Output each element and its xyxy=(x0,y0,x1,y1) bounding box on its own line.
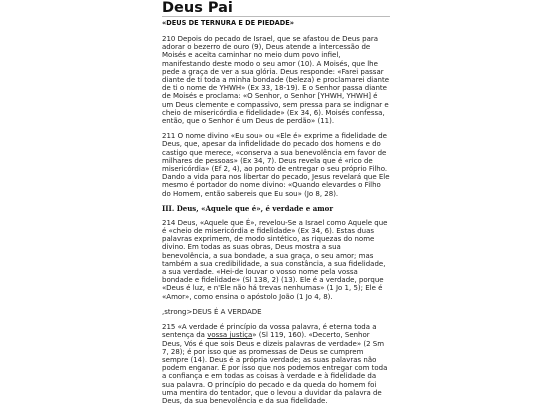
section-heading: III. Deus, «Aquele que é», é verdade e amor xyxy=(162,203,334,213)
page-title: Deus Pai xyxy=(162,0,390,17)
raw-subheading: ,strong>DEUS É A VERDADE xyxy=(162,307,262,316)
underlined-phrase: vossa justiça xyxy=(207,331,253,340)
paragraph-215-text-a: 215 «A verdade é princípio da vossa palavra, é eterna toda a sentença da xyxy=(162,323,377,340)
paragraph-210: 210 Depois do pecado de Israel, que se afastou de Deus para adorar o bezerro de ouro (9), Deus atende a intercessão de Moisés e aceita caminhar no meio dum povo infiel, manifestando deste modo o seu amor (10). A Moisés, que lhe pede a graça de ver a sua glória. Deus responde: «Farei passar diante de ti toda a minha bondade (beleza) e proclamarei diante de ti o nome de YHWH» (Ex 33, 18-19). E o Senhor passa diante de Moisés e proclama: «O Senhor, o Senhor [YHWH, YHWH] é um Deus clemente e compassivo, sem pressa para se indignar e cheio de misericórdia e fidelidade» (Ex 34, 6). Moisés confessa, então, que o Senhor é um Deus de perdão» (11). xyxy=(162,35,389,126)
paragraph-211: 211 O nome divino «Eu sou» ou «Ele é» exprime a fidelidade de Deus, que, apesar da infidelidade do pecado dos homens e do castigo que merece, «conserva a sua benevolência em favor de milhares de pessoas» (Ex 34, 7). Deus revela que é «rico de misericórdia» (Ef 2, 4), ao ponto de entregar o seu próprio Filho. Dando a vida para nos libertar do pecado, Jesus revelará que Ele mesmo é portador do nome divino: «Quando elevardes o Filho do Homem, então sabereis que Eu sou» (Jo 8, 28). xyxy=(162,132,390,198)
document-page xyxy=(162,0,390,412)
paragraph-215-text-b: » (Sl 119, 160). «Decerto, Senhor Deus, Vós é que sois Deus e dizeis palavras de verdade» (2 Sm 7, 28); é por isso que as promessas de Deus se cumprem sempre (14). Deus é a própria verdade; as suas palavras não podem enganar. É por isso que nos podemos entregar com toda a confiança e em todas as coisas à verdade e à fidelidade da sua palavra. O princípio do pecado e da queda do homem foi uma mentira do tentador, que o levou a duvidar da palavra de Deus, da sua benevolência e da sua fidelidade. xyxy=(162,331,388,405)
paragraph-215 xyxy=(162,323,390,405)
paragraph-214: 214 Deus, «Aquele que É», revelou-Se a Israel como Aquele que é «cheio de misericórdia e fidelidade» (Ex 34, 6). Estas duas palavras exprimem, de modo sintético, as riquezas do nome divino. Em todas as suas obras, Deus mostra a sua benevolência, a sua bondade, a sua graça, o seu amor; mas também a sua credibilidade, a sua constância, a sua fidelidade, a sua verdade. «Hei-de louvar o vosso nome pela vossa bondade e fidelidade» (Sl 138, 2) (13). Ele é a verdade, porque «Deus é luz, e n'Ele não há trevas nenhumas» (1 Jo 1, 5); Ele é «Amor», como ensina o apóstolo João (1 Jo 4, 8). xyxy=(162,218,388,301)
page-subtitle: «DEUS DE TERNURA E DE PIEDADE» xyxy=(162,19,295,27)
